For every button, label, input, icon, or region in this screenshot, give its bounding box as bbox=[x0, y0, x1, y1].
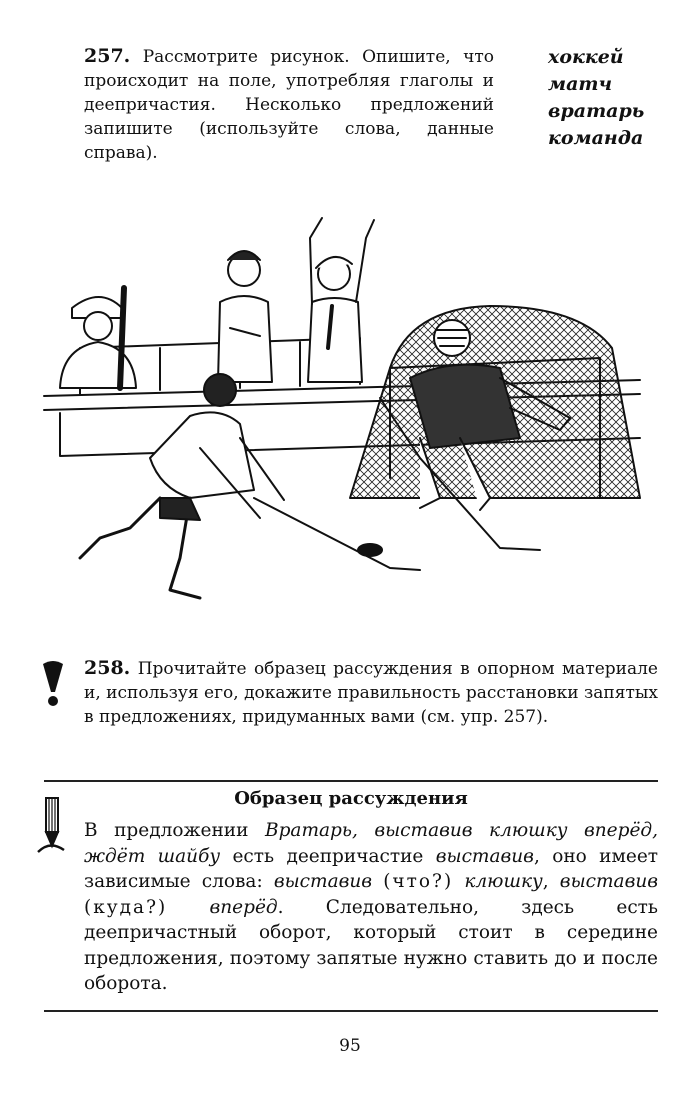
vocab-word: вратарь bbox=[548, 100, 645, 122]
exercise-text: Прочитайте образец рассуждения в опорном материале и, используя его, докажите правильность расстановки запятых в предложениях, придуманных вами (см. упр. 257). bbox=[84, 659, 658, 727]
vocab-word: команда bbox=[548, 127, 644, 149]
exercise-text: Рассмотрите рисунок. Опишите, что происходит на поле, употребляя глаголы и деепричастия. Несколько предложений запишите (используйте слова, данные справа). bbox=[84, 47, 494, 163]
sample-text: . Следовательно, здесь есть деепричастный оборот, который стоит в середине предложения, поэтому запятые нужно ставить до и после оборота. bbox=[84, 896, 658, 994]
sample-example-sentence: Вратарь, выставив клюшку вперёд, ждёт шайбу bbox=[84, 820, 659, 867]
sample-text: , оно имеет зависимые слова: bbox=[84, 845, 659, 892]
hockey-illustration bbox=[40, 198, 680, 628]
sample-text: , bbox=[542, 871, 560, 892]
vocab-word: хоккей bbox=[548, 46, 624, 68]
sample-gerund: выставив bbox=[273, 871, 373, 892]
sample-question: (куда?) bbox=[84, 896, 168, 918]
exercise-number: 257. bbox=[84, 45, 131, 67]
vocabulary-list bbox=[548, 44, 688, 152]
sample-dependent-word: вперёд bbox=[209, 896, 278, 918]
exercise-258 bbox=[84, 656, 658, 729]
exclamation-icon bbox=[40, 660, 66, 708]
spectator-middle bbox=[218, 251, 272, 382]
sample-body bbox=[84, 818, 658, 997]
sample-text: есть деепричастие bbox=[220, 845, 436, 867]
spectator-cheering bbox=[308, 218, 374, 382]
spectator-left bbox=[60, 288, 136, 388]
sample-dependent-word: клюшку bbox=[464, 871, 543, 892]
pencil-icon bbox=[36, 796, 66, 856]
sample-gerund: выставив bbox=[435, 845, 534, 867]
vocab-word: матч bbox=[548, 73, 613, 95]
page-number: 95 bbox=[339, 1036, 361, 1056]
exercise-257 bbox=[84, 44, 494, 165]
divider-top bbox=[44, 780, 658, 782]
sample-title: Образец рассуждения bbox=[234, 788, 468, 809]
sample-question: (что?) bbox=[383, 871, 454, 892]
divider-bottom bbox=[44, 1010, 658, 1012]
sample-gerund: выставив bbox=[559, 871, 659, 892]
sample-text: В предложении bbox=[84, 820, 265, 841]
exercise-number: 258. bbox=[84, 657, 131, 679]
